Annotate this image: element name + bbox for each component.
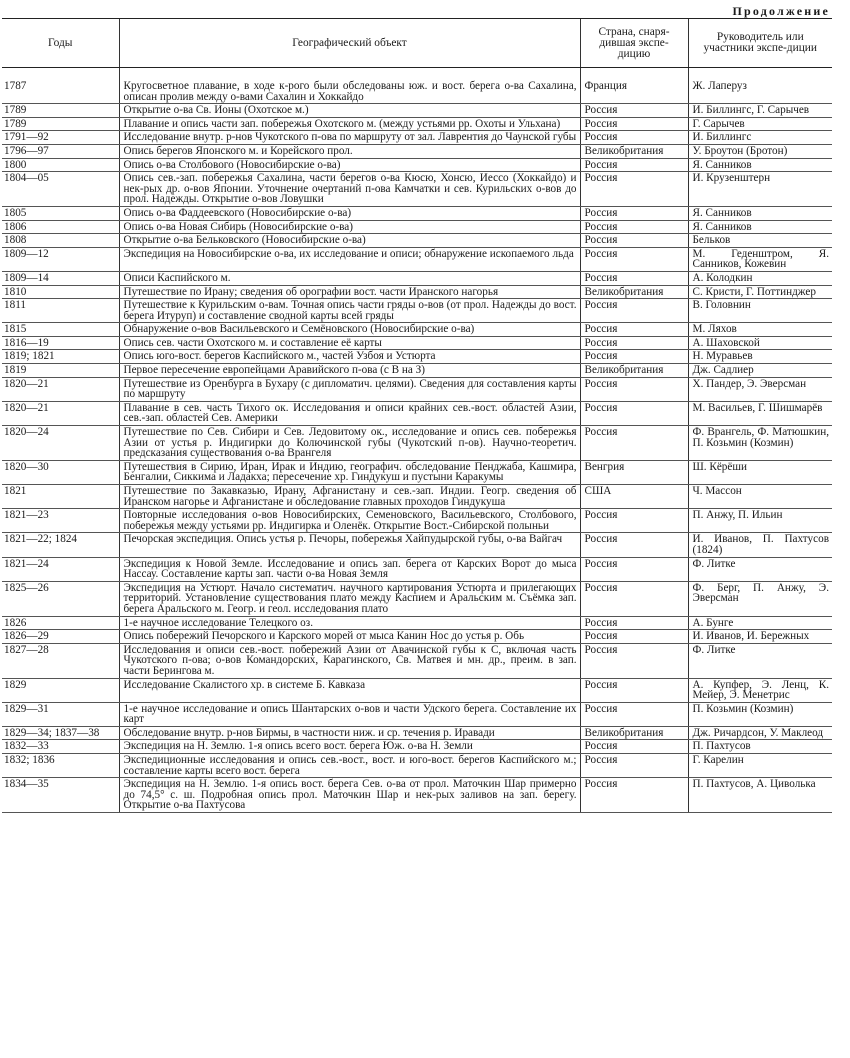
country-cell: Россия bbox=[580, 740, 688, 754]
table-row bbox=[2, 364, 832, 378]
table-body bbox=[2, 68, 832, 813]
table-row bbox=[2, 557, 832, 581]
object-cell: Опись о-ва Столбового (Новосибирские о-ва) bbox=[119, 158, 580, 172]
table-row bbox=[2, 350, 832, 364]
object-cell: Исследование внутр. р-нов Чукотского п-ова по маршруту от зал. Лаврентия до Чаунской губы bbox=[119, 131, 580, 145]
leader-cell: Бельков bbox=[688, 234, 832, 248]
table-row bbox=[2, 778, 832, 813]
table-row bbox=[2, 485, 832, 509]
header-years: Годы bbox=[2, 19, 119, 68]
table-row bbox=[2, 581, 832, 616]
object-cell: Описи Каспийского м. bbox=[119, 271, 580, 285]
table-row bbox=[2, 726, 832, 740]
year-cell: 1820—24 bbox=[2, 426, 119, 461]
table-row bbox=[2, 247, 832, 271]
leader-cell: У. Броутон (Бротон) bbox=[688, 144, 832, 158]
table-row bbox=[2, 509, 832, 533]
country-cell: Россия bbox=[580, 234, 688, 248]
object-cell: Путешествия в Сирию, Иран, Ирак и Индию, географич. обследование Пенджаба, Кашмира, Бенгалии, Сиккима и Ладакха; пересечение хр. Гиндукуш и пустыни Каракумы bbox=[119, 460, 580, 484]
year-cell: 1829—34; 1837—38 bbox=[2, 726, 119, 740]
leader-cell: И. Биллингс, Г. Сарычев bbox=[688, 104, 832, 118]
country-cell: Франция bbox=[580, 68, 688, 104]
year-cell: 1820—30 bbox=[2, 460, 119, 484]
object-cell: Опись о-ва Новая Сибирь (Новосибирские о-ва) bbox=[119, 220, 580, 234]
object-cell: Обследование внутр. р-нов Бирмы, в частности ниж. и ср. течения р. Иравади bbox=[119, 726, 580, 740]
year-cell: 1832—33 bbox=[2, 740, 119, 754]
leader-cell: Н. Муравьев bbox=[688, 350, 832, 364]
country-cell: Россия bbox=[580, 401, 688, 425]
table-row bbox=[2, 206, 832, 220]
country-cell: Россия bbox=[580, 426, 688, 461]
object-cell: Путешествие по Сев. Сибири и Сев. Ледовитому ок., исследование и опись сев. побережья Азии от устья р. Индигирки до Колючинской губы (Чукотский п-ов). Научно-теоретич. предсказания существования о-ва Врангеля bbox=[119, 426, 580, 461]
country-cell: Россия bbox=[580, 104, 688, 118]
leader-cell: Г. Сарычев bbox=[688, 117, 832, 131]
leader-cell: Ф. Врангель, Ф. Матюшкин, П. Козьмин (Козмин) bbox=[688, 426, 832, 461]
header-country: Страна, снаря-дившая экспе-дицию bbox=[580, 19, 688, 68]
table-row bbox=[2, 678, 832, 702]
country-cell: Россия bbox=[580, 702, 688, 726]
object-cell: Открытие о-ва Св. Ионы (Охотское м.) bbox=[119, 104, 580, 118]
year-cell: 1809—12 bbox=[2, 247, 119, 271]
year-cell: 1810 bbox=[2, 285, 119, 299]
year-cell: 1832; 1836 bbox=[2, 754, 119, 778]
year-cell: 1825—26 bbox=[2, 581, 119, 616]
country-cell: Россия bbox=[580, 630, 688, 644]
object-cell: Обнаружение о-вов Васильевского и Семёновского (Новосибирские о-ва) bbox=[119, 323, 580, 337]
country-cell: Россия bbox=[580, 117, 688, 131]
leader-cell: П. Анжу, П. Ильин bbox=[688, 509, 832, 533]
table-row bbox=[2, 426, 832, 461]
year-cell: 1819; 1821 bbox=[2, 350, 119, 364]
object-cell: Опись о-ва Фаддеевского (Новосибирские о-ва) bbox=[119, 206, 580, 220]
table-row bbox=[2, 377, 832, 401]
table-row bbox=[2, 220, 832, 234]
leader-cell: А. Шаховской bbox=[688, 336, 832, 350]
object-cell: Опись сев. части Охотского м. и составление её карты bbox=[119, 336, 580, 350]
year-cell: 1827—28 bbox=[2, 643, 119, 678]
country-cell: Россия bbox=[580, 350, 688, 364]
year-cell: 1815 bbox=[2, 323, 119, 337]
table-row bbox=[2, 271, 832, 285]
table-row bbox=[2, 754, 832, 778]
country-cell: США bbox=[580, 485, 688, 509]
table-row bbox=[2, 643, 832, 678]
leader-cell: П. Пахтусов bbox=[688, 740, 832, 754]
leader-cell: Я. Санников bbox=[688, 158, 832, 172]
leader-cell: М. Геденштром, Я. Санников, Кожевин bbox=[688, 247, 832, 271]
continuation-label: Продолжение bbox=[732, 4, 830, 18]
leader-cell: И. Крузенштерн bbox=[688, 172, 832, 207]
year-cell: 1800 bbox=[2, 158, 119, 172]
leader-cell: Дж. Ричардсон, У. Маклеод bbox=[688, 726, 832, 740]
table-row bbox=[2, 285, 832, 299]
object-cell: Первое пересечение европейцами Аравийского п-ова (с В на З) bbox=[119, 364, 580, 378]
object-cell: Плавание и опись части зап. побережья Охотского м. (между устьями рр. Охоты и Ульхана) bbox=[119, 117, 580, 131]
country-cell: Россия bbox=[580, 678, 688, 702]
year-cell: 1789 bbox=[2, 104, 119, 118]
year-cell: 1804—05 bbox=[2, 172, 119, 207]
object-cell: Кругосветное плавание, в ходе к-рого были обследованы юж. и вост. берега о-ва Сахалина, описан пролив между о-вами Сахалин и Хоккайдо bbox=[119, 68, 580, 104]
leader-cell: И. Иванов, П. Пахтусов (1824) bbox=[688, 533, 832, 557]
country-cell: Россия bbox=[580, 533, 688, 557]
header-row bbox=[2, 19, 832, 68]
table-row bbox=[2, 323, 832, 337]
year-cell: 1805 bbox=[2, 206, 119, 220]
object-cell: Опись побережий Печорского и Карского морей от мыса Канин Нос до устья р. Обь bbox=[119, 630, 580, 644]
year-cell: 1808 bbox=[2, 234, 119, 248]
leader-cell: В. Головнин bbox=[688, 299, 832, 323]
leader-cell: Ж. Лаперуз bbox=[688, 68, 832, 104]
year-cell: 1791—92 bbox=[2, 131, 119, 145]
leader-cell: Х. Пандер, Э. Эверсман bbox=[688, 377, 832, 401]
country-cell: Россия bbox=[580, 643, 688, 678]
object-cell: Открытие о-ва Бельковского (Новосибирские о-ва) bbox=[119, 234, 580, 248]
leader-cell: Ф. Берг, П. Анжу, Э. Эверсман bbox=[688, 581, 832, 616]
country-cell: Россия bbox=[580, 557, 688, 581]
country-cell: Россия bbox=[580, 131, 688, 145]
object-cell: Экспедиция к Новой Земле. Исследование и опись зап. берега от Карских Ворот до мыса Нассау. Составление карты зап. части о-ва Новая Земля bbox=[119, 557, 580, 581]
table-row bbox=[2, 234, 832, 248]
object-cell: Экспедиция на Н. Землю. 1-я опись всего вост. берега Юж. о-ва Н. Земли bbox=[119, 740, 580, 754]
object-cell: Исследование Скалистого хр. в системе Б. Кавказа bbox=[119, 678, 580, 702]
leader-cell: Ш. Кёрёши bbox=[688, 460, 832, 484]
year-cell: 1796—97 bbox=[2, 144, 119, 158]
object-cell: Экспедиция на Н. Землю. 1-я опись вост. берега Сев. о-ва от прол. Маточкин Шар примерно до 74,5° с. ш. Подробная опись прол. Маточкин Шар и нек-рых заливов на зап. берегу. Открытие о-ва Пахтусова bbox=[119, 778, 580, 813]
leader-cell: П. Пахтусов, А. Циволька bbox=[688, 778, 832, 813]
leader-cell: Ф. Литке bbox=[688, 557, 832, 581]
table-row bbox=[2, 460, 832, 484]
country-cell: Россия bbox=[580, 158, 688, 172]
year-cell: 1787 bbox=[2, 68, 119, 104]
country-cell: Венгрия bbox=[580, 460, 688, 484]
table-row bbox=[2, 158, 832, 172]
leader-cell: М. Ляхов bbox=[688, 323, 832, 337]
table-row bbox=[2, 702, 832, 726]
country-cell: Великобритания bbox=[580, 726, 688, 740]
year-cell: 1819 bbox=[2, 364, 119, 378]
leader-cell: Я. Санников bbox=[688, 206, 832, 220]
object-cell: Путешествие по Ирану; сведения об орографии вост. части Иранского нагорья bbox=[119, 285, 580, 299]
country-cell: Россия bbox=[580, 271, 688, 285]
object-cell: Путешествие по Закавказью, Ирану, Афганистану и сев.-зап. Индии. Геогр. сведения об Иранском нагорье и Афганистане и обследование главных проходов Гиндукуша bbox=[119, 485, 580, 509]
year-cell: 1821 bbox=[2, 485, 119, 509]
country-cell: Великобритания bbox=[580, 285, 688, 299]
leader-cell: С. Кристи, Г. Поттинджер bbox=[688, 285, 832, 299]
leader-cell: И. Иванов, И. Бережных bbox=[688, 630, 832, 644]
country-cell: Россия bbox=[580, 220, 688, 234]
leader-cell: Я. Санников bbox=[688, 220, 832, 234]
table-row bbox=[2, 630, 832, 644]
table-row bbox=[2, 131, 832, 145]
object-cell: Печорская экспедиция. Опись устья р. Печоры, побережья Хайпудырской губы, о-ва Вайгач bbox=[119, 533, 580, 557]
country-cell: Россия bbox=[580, 323, 688, 337]
object-cell: Опись берегов Японского м. и Корейского прол. bbox=[119, 144, 580, 158]
country-cell: Россия bbox=[580, 172, 688, 207]
country-cell: Россия bbox=[580, 616, 688, 630]
object-cell: Экспедиция на Новосибирские о-ва, их исследование и описи; обнаружение ископаемого льда bbox=[119, 247, 580, 271]
year-cell: 1789 bbox=[2, 117, 119, 131]
country-cell: Россия bbox=[580, 778, 688, 813]
object-cell: Опись сев.-зап. побережья Сахалина, части берегов о-ва Кюсю, Хонсю, Иессо (Хоккайдо) и нек-рых др. о-вов Японии. Уточнение очертаний п-ова Камчатки и сев. Курильских о-вов до прол. Надежды. Открытие о-вов Ловушки bbox=[119, 172, 580, 207]
header-leaders: Руководитель или участники экспе-диции bbox=[688, 19, 832, 68]
leader-cell: А. Купфер, Э. Ленц, К. Мейер, Э. Менетрис bbox=[688, 678, 832, 702]
year-cell: 1821—24 bbox=[2, 557, 119, 581]
table-row bbox=[2, 740, 832, 754]
year-cell: 1826 bbox=[2, 616, 119, 630]
country-cell: Россия bbox=[580, 206, 688, 220]
leader-cell: А. Колодкин bbox=[688, 271, 832, 285]
country-cell: Великобритания bbox=[580, 364, 688, 378]
table-row bbox=[2, 616, 832, 630]
leader-cell: Дж. Садлиер bbox=[688, 364, 832, 378]
leader-cell: Ф. Литке bbox=[688, 643, 832, 678]
object-cell: Исследования и описи сев.-вост. побережий Азии от Авачинской губы к С, включая часть Чукотского п-ова; о-вов Командорских, Карагинского, Св. Матвея и мн. др., преим. в зап. части Берингова м. bbox=[119, 643, 580, 678]
year-cell: 1811 bbox=[2, 299, 119, 323]
object-cell: 1-е научное исследование и опись Шантарских о-вов и части Удского берега. Составление их карт bbox=[119, 702, 580, 726]
year-cell: 1821—23 bbox=[2, 509, 119, 533]
year-cell: 1834—35 bbox=[2, 778, 119, 813]
object-cell: Плавание в сев. часть Тихого ок. Исследования и описи крайних сев.-вост. областей Азии, сев.-зап. областей Сев. Америки bbox=[119, 401, 580, 425]
country-cell: Россия bbox=[580, 336, 688, 350]
table-row bbox=[2, 336, 832, 350]
year-cell: 1826—29 bbox=[2, 630, 119, 644]
object-cell: Экспедиция на Устюрт. Начало систематич. научного картирования Устюрта и прилегающих территорий. Установление существования плато между Каспием и Аральским м. Съёмка зап. берега Аральского м. Геогр. и геол. исследования плато bbox=[119, 581, 580, 616]
year-cell: 1820—21 bbox=[2, 377, 119, 401]
leader-cell: М. Васильев, Г. Шишмарёв bbox=[688, 401, 832, 425]
year-cell: 1829—31 bbox=[2, 702, 119, 726]
table-row bbox=[2, 104, 832, 118]
object-cell: Экспедиционные исследования и опись сев.-вост., вост. и юго-вост. берегов Каспийского м.; составление карты всего вост. берега bbox=[119, 754, 580, 778]
table-row bbox=[2, 401, 832, 425]
object-cell: Опись юго-вост. берегов Каспийского м., частей Узбоя и Устюрта bbox=[119, 350, 580, 364]
object-cell: 1-е научное исследование Телецкого оз. bbox=[119, 616, 580, 630]
object-cell: Путешествие из Оренбурга в Бухару (с дипломатич. целями). Сведения для составления карты по маршруту bbox=[119, 377, 580, 401]
year-cell: 1809—14 bbox=[2, 271, 119, 285]
header-object: Географический объект bbox=[119, 19, 580, 68]
country-cell: Россия bbox=[580, 377, 688, 401]
year-cell: 1806 bbox=[2, 220, 119, 234]
year-cell: 1820—21 bbox=[2, 401, 119, 425]
country-cell: Россия bbox=[580, 509, 688, 533]
country-cell: Россия bbox=[580, 247, 688, 271]
country-cell: Россия bbox=[580, 299, 688, 323]
object-cell: Повторные исследования о-вов Новосибирских, Семеновского, Васильевского, Столбового, побережья между устьями рр. Индигирка и Оленёк. Открытие Вост.-Сибирской полыньи bbox=[119, 509, 580, 533]
table-row bbox=[2, 68, 832, 104]
leader-cell: Г. Карелин bbox=[688, 754, 832, 778]
year-cell: 1829 bbox=[2, 678, 119, 702]
leader-cell: И. Биллингс bbox=[688, 131, 832, 145]
table-row bbox=[2, 299, 832, 323]
year-cell: 1821—22; 1824 bbox=[2, 533, 119, 557]
object-cell: Путешествие к Курильским о-вам. Точная опись части гряды о-вов (от прол. Надежды до вост. берега Итуруп) и составление сводной карты всей гряды bbox=[119, 299, 580, 323]
leader-cell: Ч. Массон bbox=[688, 485, 832, 509]
expeditions-table bbox=[2, 18, 832, 813]
table-row bbox=[2, 533, 832, 557]
table-row bbox=[2, 144, 832, 158]
leader-cell: А. Бунге bbox=[688, 616, 832, 630]
leader-cell: П. Козьмин (Козмин) bbox=[688, 702, 832, 726]
table-row bbox=[2, 117, 832, 131]
country-cell: Великобритания bbox=[580, 144, 688, 158]
table-row bbox=[2, 172, 832, 207]
year-cell: 1816—19 bbox=[2, 336, 119, 350]
country-cell: Россия bbox=[580, 754, 688, 778]
country-cell: Россия bbox=[580, 581, 688, 616]
